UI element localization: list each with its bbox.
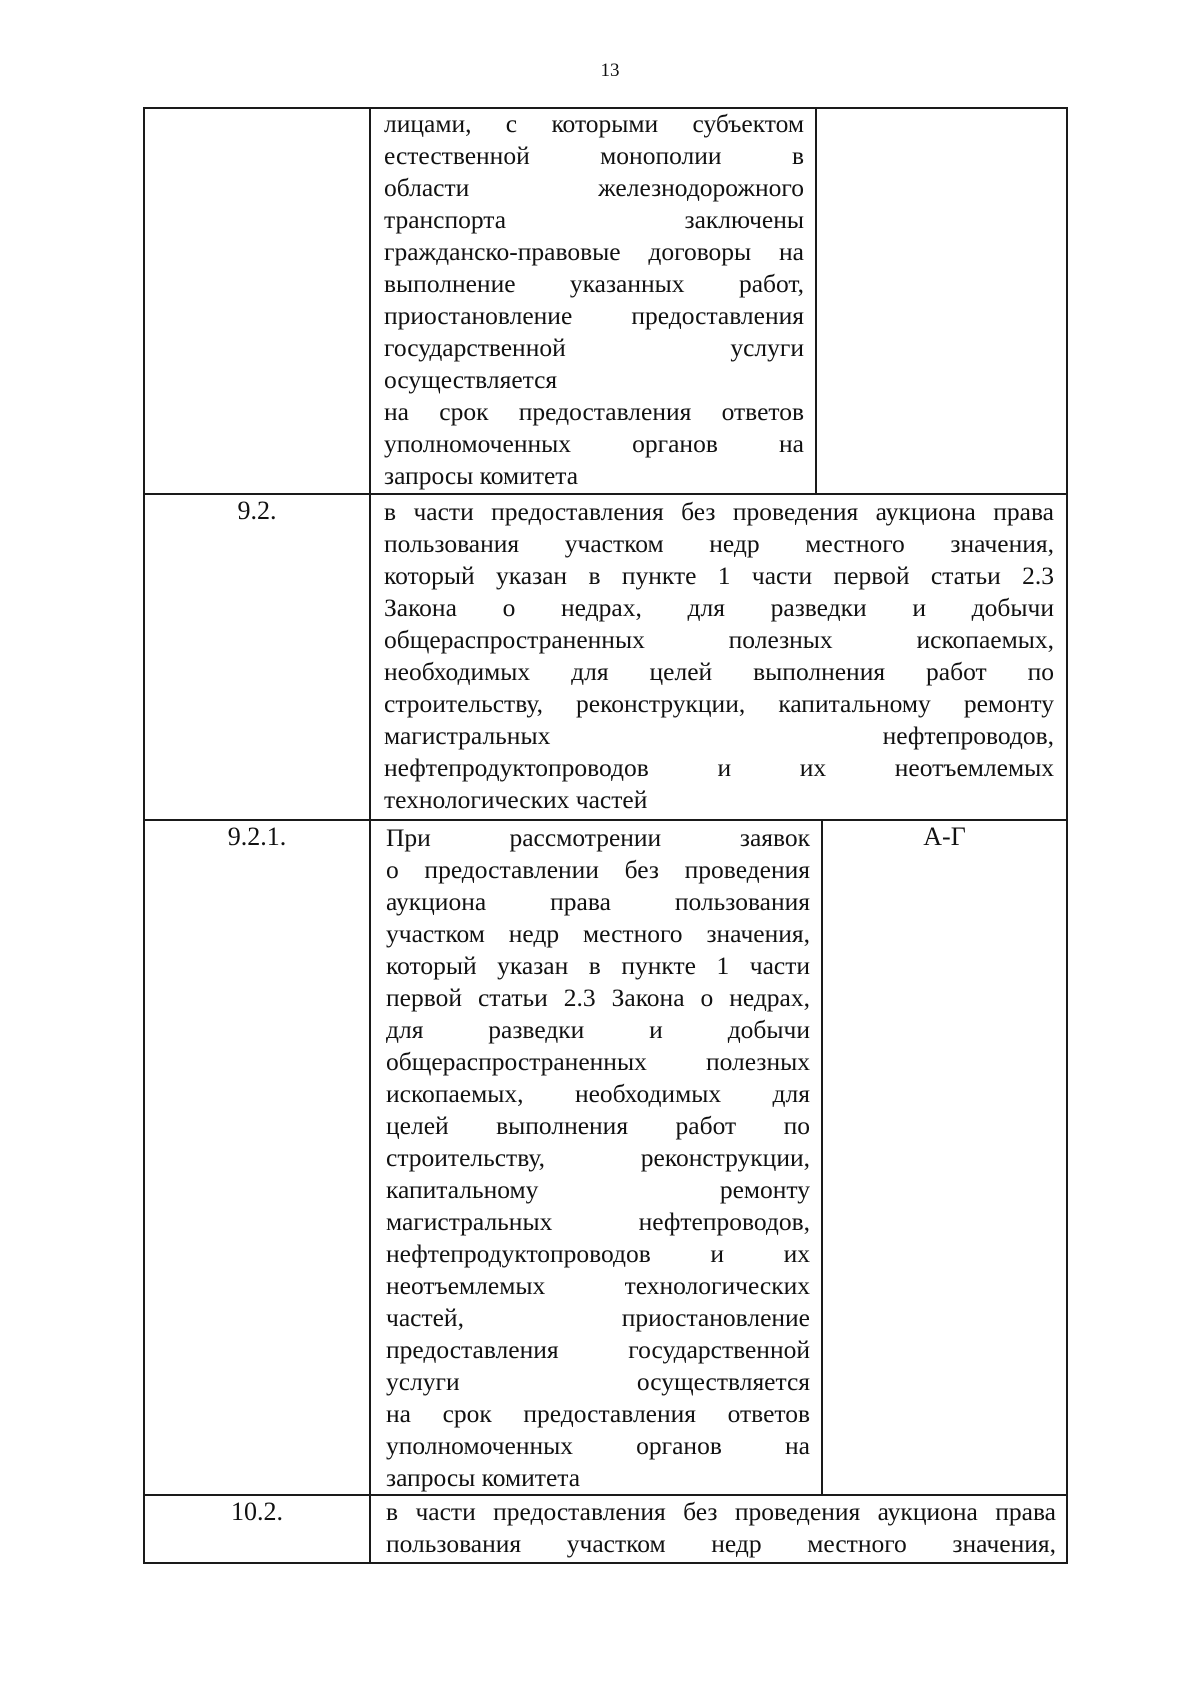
text-line: При рассмотрении заявок [386, 823, 810, 852]
text-line: уполномоченных органов на [384, 429, 804, 458]
text-line: осуществляется [384, 365, 558, 394]
text-line: услуги осуществляется [386, 1367, 810, 1396]
text-line: общераспространенных полезных ископаемых, [384, 625, 1054, 654]
text-line: общераспространенных полезных [386, 1047, 810, 1076]
text-line: Закона о недрах, для разведки и добычи [384, 593, 1054, 622]
text-line: нефтепродуктопроводов и их [386, 1239, 810, 1268]
text-line: ископаемых, необходимых для [386, 1079, 810, 1108]
text-line: лицами, с которыми субъектом [384, 109, 804, 138]
text-line: приостановление предоставления [384, 301, 804, 330]
text-line: области железнодорожного [384, 173, 804, 202]
page-number: 13 [600, 60, 620, 81]
text-line: аукциона права пользования [386, 887, 810, 916]
text-line: запросы комитета [386, 1463, 581, 1492]
text-line: строительству, реконструкции, [386, 1143, 810, 1172]
text-line: который указан в пункте 1 части первой статьи 2.3 [384, 561, 1054, 590]
column-divider-code-row3 [821, 820, 823, 1495]
text-line: пользования участком недр местного значения, [386, 1529, 1056, 1558]
text-line: естественной монополии в [384, 141, 804, 170]
row-divider-2 [143, 819, 1068, 821]
table-border-right [1066, 107, 1068, 1564]
text-line: на срок предоставления ответов [384, 397, 804, 426]
text-line: гражданско-правовые договоры на [384, 237, 804, 266]
column-divider-code-row1 [815, 107, 817, 494]
text-line: в части предоставления без проведения аукциона права [386, 1497, 1056, 1526]
text-line: транспорта заключены [384, 205, 804, 234]
text-line: уполномоченных органов на [386, 1431, 810, 1460]
row-number: 9.2. [237, 496, 277, 525]
text-line: участком недр местного значения, [386, 919, 810, 948]
table-row-text [386, 822, 810, 1494]
table-row-continuation-text [384, 108, 804, 492]
text-line: технологических частей [384, 785, 648, 814]
text-line: для разведки и добычи [386, 1015, 810, 1044]
text-line: государственной услуги [384, 333, 804, 362]
text-line: пользования участком недр местного значения, [384, 529, 1054, 558]
result-code: А-Г [923, 822, 966, 851]
text-line: на срок предоставления ответов [386, 1399, 810, 1428]
text-line: капитальному ремонту [386, 1175, 810, 1204]
row-divider-1 [143, 493, 1068, 495]
text-line: неотъемлемых технологических [386, 1271, 810, 1300]
text-line: строительству, реконструкции, капитальному ремонту [384, 689, 1054, 718]
text-line: частей, приостановление [386, 1303, 810, 1332]
text-line: магистральных нефтепроводов, [384, 721, 1054, 750]
text-line: целей выполнения работ по [386, 1111, 810, 1140]
text-line: магистральных нефтепроводов, [386, 1207, 810, 1236]
text-line: о предоставлении без проведения [386, 855, 810, 884]
table-border-bottom [143, 1562, 1068, 1564]
table-row-text [386, 1496, 1056, 1560]
text-line: предоставления государственной [386, 1335, 810, 1364]
text-line: в части предоставления без проведения аукциона права [384, 497, 1054, 526]
column-divider-number [369, 107, 371, 1564]
table-row-text [384, 496, 1054, 816]
text-line: необходимых для целей выполнения работ по [384, 657, 1054, 686]
row-number: 10.2. [231, 1497, 283, 1526]
text-line: который указан в пункте 1 части [386, 951, 810, 980]
text-line: первой статьи 2.3 Закона о недрах, [386, 983, 810, 1012]
text-line: выполнение указанных работ, [384, 269, 804, 298]
text-line: запросы комитета [384, 461, 579, 490]
text-line: нефтепродуктопроводов и их неотъемлемых [384, 753, 1054, 782]
row-number: 9.2.1. [227, 822, 287, 851]
